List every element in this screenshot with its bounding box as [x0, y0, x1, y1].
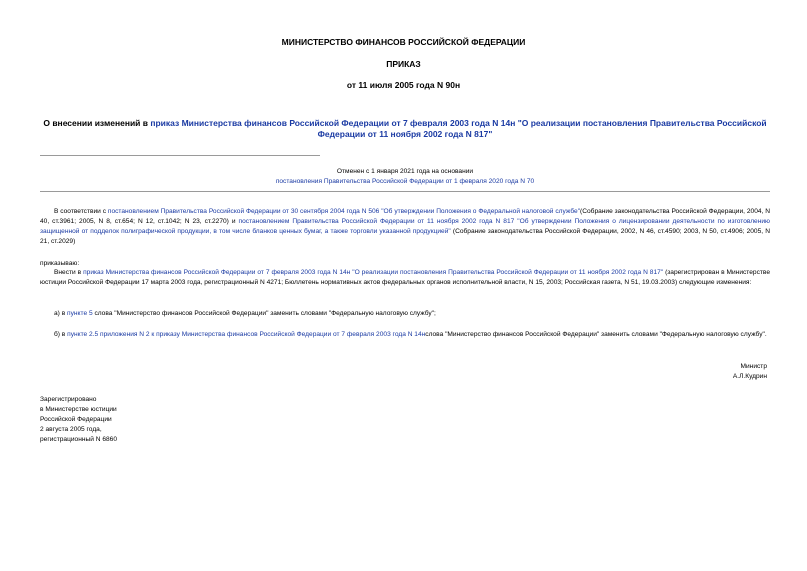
signature-block: [733, 362, 767, 382]
subject-prefix: О внесении изменений в: [43, 118, 151, 128]
item-b-text-a: б) в: [54, 331, 68, 338]
subject-amended-order-link[interactable]: приказ Министерства финансов Российской Федерации от 7 февраля 2003 года N 14н "О реализации постановления Правительства Российской Федерации от 11 ноября 2002 года N 817": [150, 118, 767, 139]
clause-5-link[interactable]: пункте 5: [67, 310, 93, 317]
document-date-number: от 11 июля 2005 года N 90н: [346, 80, 461, 90]
preamble-paragraph: [40, 207, 770, 247]
document-type: ПРИКАЗ: [386, 59, 421, 69]
signature-name: А.Л.Кудрин: [732, 373, 767, 380]
preamble-text-c: (Собрание законодательства Российской Федерации, 2002, N 46, ст.4590; 2003, N 50, ст.4906; 2005, N 21, ст.2029): [40, 228, 770, 245]
clause-2-5-link[interactable]: пункте 2.5 приложения N 2 к приказу Министерства финансов Российской Федерации от 7 февраля 2003 года N 14н: [67, 331, 426, 338]
short-divider: [40, 155, 320, 156]
cancellation-text: Отменен с 1 января 2021 года на основании: [336, 168, 474, 175]
amendment-text-a: Внести в: [54, 269, 84, 276]
item-b: [40, 330, 770, 340]
preamble-text-b: (Собрание законодательства Российской Федерации, 2004, N 40, ст.3961; 2005, N 8, ст.654; N 12, ст.1042; N 23, ст.2270) и: [40, 208, 770, 225]
registration-line: в Министерстве юстиции: [40, 406, 117, 413]
order-word: приказываю:: [40, 260, 80, 267]
registration-line: 2 августа 2005 года,: [40, 426, 102, 433]
registration-line: Зарегистрировано: [40, 396, 97, 403]
signature-position: Министр: [740, 363, 767, 370]
cancellation-resolution-link[interactable]: постановления Правительства Российской Федерации от 1 февраля 2020 года N 70: [275, 178, 535, 185]
item-a: [40, 309, 770, 319]
order-14n-link[interactable]: приказ Министерства финансов Российской Федерации от 7 февраля 2003 года N 14н "О реализации постановления Правительства Российской Федерации от 11 ноября 2002 года N 817": [83, 269, 664, 276]
long-divider: [40, 191, 770, 192]
registration-line: регистрационный N 6860: [40, 436, 118, 443]
item-a-text-a: а) в: [54, 310, 68, 317]
ministry-title: МИНИСТЕРСТВО ФИНАНСОВ РОССИЙСКОЙ ФЕДЕРАЦИИ: [281, 37, 526, 47]
document-subject: [40, 118, 770, 140]
cancellation-note: [40, 167, 770, 187]
item-b-text-b: слова "Министерство финансов Российской Федерации" заменить словами "Федеральную налоговую службу".: [425, 331, 767, 338]
amendment-text-b: (зарегистрирован в Министерстве юстиции Российской Федерации 17 марта 2003 года, регистрационный N 4271; Бюллетень нормативных актов федеральных органов исполнительной власти, N 15, 2003; Российская газета, N 51, 19.03.2003) следующие изменения:: [40, 269, 771, 286]
resolution-506-link[interactable]: постановлением Правительства Российской Федерации от 30 сентября 2004 года N 506 "Об утверждении Положения о Федеральной налоговой службе": [107, 208, 581, 215]
registration-block: [40, 395, 240, 445]
resolution-817-link[interactable]: постановлением Правительства Российской Федерации от 11 ноября 2002 года N 817 "Об утверждении Положения о лицензировании деятельности по изготовлению защищенной от подделок полиграфической продукции, в том числе бланков ценных бумаг, а также торговли указанной продукцией": [40, 218, 770, 235]
item-a-text-b: слова "Министерство финансов Российской Федерации" заменить словами "Федеральную налоговую службу";: [92, 310, 436, 317]
preamble-text-a: В соответствии с: [54, 208, 108, 215]
amendment-paragraph: [40, 268, 770, 288]
registration-line: Российской Федерации: [40, 416, 112, 423]
